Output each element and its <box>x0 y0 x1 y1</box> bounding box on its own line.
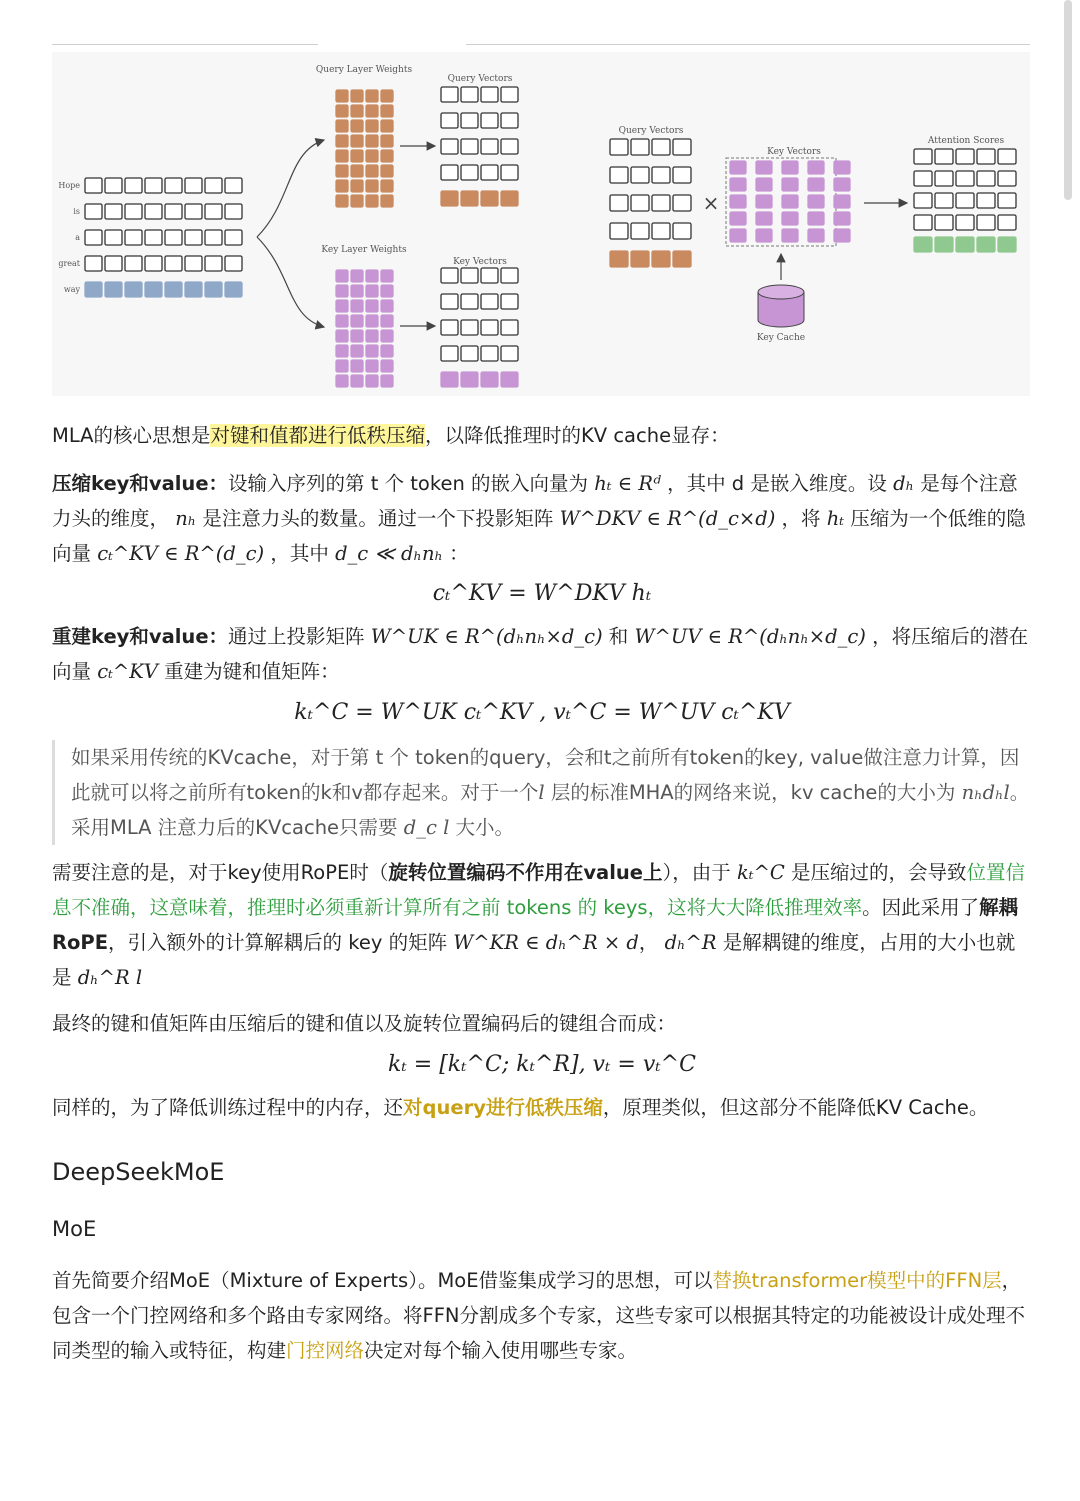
attention-score-cell <box>956 215 974 230</box>
query-vector-right-cell <box>610 195 628 211</box>
input-embedding-cell <box>165 282 182 297</box>
key-vector-left-cell <box>441 268 458 283</box>
attention-score-cell <box>956 171 974 186</box>
input-embedding-cell <box>225 256 242 271</box>
input-embedding-cell <box>85 178 102 193</box>
attention-score-cell <box>977 237 995 252</box>
query-vector-left-cell <box>501 87 518 102</box>
key-vector-right-cell <box>834 212 850 225</box>
input-embedding-cell <box>145 204 162 219</box>
key-vector-right-cell <box>756 229 772 242</box>
query-vector-left-cell <box>461 165 478 180</box>
input-embedding-cell <box>205 204 222 219</box>
token-label-2: a <box>75 233 80 242</box>
attention-score-cell <box>914 149 932 164</box>
query-vector-right-cell <box>673 167 691 183</box>
key-layer-weight-cell <box>336 270 348 282</box>
key-vector-left-cell <box>481 372 498 387</box>
query-layer-weight-cell <box>351 195 363 207</box>
token-label-3: great <box>58 259 80 268</box>
query-layer-weight-cell <box>351 165 363 177</box>
query-layer-weight-cell <box>351 135 363 147</box>
token-label-0: Hope <box>58 181 80 190</box>
input-embedding-cell <box>205 256 222 271</box>
input-embedding-cell <box>165 178 182 193</box>
query-layer-weight-cell <box>336 150 348 162</box>
query-vector-right-cell <box>610 139 628 155</box>
input-embedding-cell <box>185 230 202 245</box>
query-vectors-right-label: Query Vectors <box>618 126 684 136</box>
query-vector-right-cell <box>673 195 691 211</box>
query-layer-weight-cell <box>351 180 363 192</box>
query-vectors-left-label: Query Vectors <box>447 74 513 84</box>
key-layer-weight-cell <box>336 345 348 357</box>
key-layer-weight-cell <box>351 330 363 342</box>
key-vector-right-cell <box>730 161 746 174</box>
input-embedding-cell <box>105 204 122 219</box>
input-embedding-cell <box>145 256 162 271</box>
key-layer-weight-cell <box>351 375 363 387</box>
input-embedding-cell <box>225 178 242 193</box>
key-vector-left-cell <box>501 346 518 361</box>
key-vector-right-cell <box>808 161 824 174</box>
key-layer-weight-cell <box>366 300 378 312</box>
query-vector-left-cell <box>501 191 518 206</box>
key-layer-weight-cell <box>351 270 363 282</box>
reconstruct-heading: 重建key和value： <box>52 625 229 648</box>
key-layer-weight-cell <box>381 270 393 282</box>
query-vector-left-cell <box>481 113 498 128</box>
paragraph-compress: 压缩key和value：设输入序列的第 t 个 token 的嵌入向量为 hₜ ∈ Rᵈ ，其中 d 是嵌入维度。设 dₕ 是每个注意力头的维度， nₕ 是注意力头的数量。通过一个下投影矩阵 W^DKV ∈ R^(d_c×d) ，将 hₜ 压缩为一个低维的隐向量 cₜ^KV ∈ R^(d_c) ，其中 d_c ≪ dₕnₕ ： <box>52 472 1026 565</box>
token-label-4: way <box>63 285 80 294</box>
key-layer-weights-label: Key Layer Weights <box>321 245 407 255</box>
query-vector-right-cell <box>610 167 628 183</box>
key-vector-right-cell <box>834 178 850 191</box>
paragraph-final-matrix: 最终的键和值矩阵由压缩后的键和值以及旋转位置编码后的键组合而成： <box>52 1012 677 1035</box>
query-vector-left-cell <box>461 87 478 102</box>
input-embedding-cell <box>205 230 222 245</box>
query-layer-weight-cell <box>381 90 393 102</box>
attention-score-cell <box>977 149 995 164</box>
query-vector-left-cell <box>461 191 478 206</box>
key-layer-weight-cell <box>351 300 363 312</box>
input-embedding-cell <box>105 256 122 271</box>
key-layer-weight-cell <box>351 345 363 357</box>
input-embedding-cell <box>145 178 162 193</box>
attention-score-cell <box>998 171 1016 186</box>
query-vector-left-cell <box>461 113 478 128</box>
query-layer-weight-cell <box>381 120 393 132</box>
paragraph-mla-intro: MLA的核心思想是对键和值都进行低秩压缩，以降低推理时的KV cache显存： <box>52 424 730 447</box>
key-layer-weight-cell <box>381 375 393 387</box>
key-vector-left-cell <box>501 320 518 335</box>
paragraph-rope: 需要注意的是，对于key使用RoPE时（旋转位置编码不作用在value上），由于 kₜ^C 是压缩过的，会导致位置信息不准确，这意味着，推理时必须重新计算所有之前 tokens 的 keys，这将大大降低推理效率。因此采用了解耦RoPE，引入额外的计算解耦后的 key 的矩阵 W^KR ∈ dₕ^R × d， dₕ^R 是解耦键的维度，占用的大小也就是 dₕ^R l <box>52 861 1026 989</box>
key-layer-weight-cell <box>381 360 393 372</box>
query-vector-right-cell <box>673 223 691 239</box>
query-vector-left-cell <box>481 191 498 206</box>
paragraph-reconstruct: 重建key和value：通过上投影矩阵 W^UK ∈ R^(dₕnₕ×d_c) 和 W^UV ∈ R^(dₕnₕ×d_c) ，将压缩后的潜在向量 cₜ^KV 重建为键和值矩阵： <box>52 625 1029 683</box>
key-vector-right-cell <box>730 195 746 208</box>
key-layer-weight-cell <box>366 360 378 372</box>
key-vector-right-cell <box>834 195 850 208</box>
query-layer-weight-cell <box>381 195 393 207</box>
input-embedding-cell <box>125 230 142 245</box>
input-embedding-cell <box>205 282 222 297</box>
equation-final: kₜ = [kₜ^C; kₜ^R], vₜ = vₜ^C <box>388 1052 696 1077</box>
top-rule-right <box>466 44 1030 45</box>
equation-reconstruct: kₜ^C = W^UK cₜ^KV , vₜ^C = W^UV cₜ^KV <box>294 700 790 725</box>
query-vector-left-cell <box>461 139 478 154</box>
attention-scores-label: Attention Scores <box>927 136 1005 146</box>
key-vector-right-cell <box>782 212 798 225</box>
key-vector-right-cell <box>808 212 824 225</box>
query-vector-left-cell <box>441 165 458 180</box>
key-layer-weight-cell <box>366 315 378 327</box>
key-vector-left-cell <box>461 294 478 309</box>
query-vector-left-cell <box>501 165 518 180</box>
key-layer-weight-cell <box>336 360 348 372</box>
attention-score-cell <box>935 149 953 164</box>
attention-score-cell <box>998 149 1016 164</box>
curve-to-query <box>257 140 324 237</box>
query-vector-left-cell <box>441 87 458 102</box>
attention-score-cell <box>935 215 953 230</box>
query-vector-right-cell <box>652 139 670 155</box>
key-layer-weight-cell <box>351 285 363 297</box>
key-layer-weight-cell <box>381 300 393 312</box>
input-embedding-cell <box>85 204 102 219</box>
query-vector-right-cell <box>652 223 670 239</box>
query-vector-right-cell <box>631 167 649 183</box>
key-vector-left-cell <box>481 294 498 309</box>
key-vector-left-cell <box>481 346 498 361</box>
input-embedding-cell <box>185 204 202 219</box>
input-embedding-cell <box>165 256 182 271</box>
attention-score-cell <box>914 237 932 252</box>
key-vector-left-cell <box>501 372 518 387</box>
orange-query-compress: 对query进行低秩压缩 <box>403 1096 603 1119</box>
key-vector-right-cell <box>782 178 798 191</box>
query-vector-right-cell <box>652 195 670 211</box>
attention-score-cell <box>998 215 1016 230</box>
query-layer-weight-cell <box>381 165 393 177</box>
key-vector-left-cell <box>441 294 458 309</box>
query-vector-right-cell <box>631 139 649 155</box>
key-vector-right-cell <box>808 178 824 191</box>
key-layer-weight-cell <box>336 315 348 327</box>
query-vector-right-cell <box>631 195 649 211</box>
query-vector-right-cell <box>673 139 691 155</box>
attention-score-cell <box>956 149 974 164</box>
input-embedding-cell <box>85 282 102 297</box>
equation-compress: cₜ^KV = W^DKV hₜ <box>432 581 652 606</box>
key-vector-left-cell <box>461 346 478 361</box>
query-layer-weight-cell <box>366 135 378 147</box>
key-vector-left-cell <box>461 320 478 335</box>
attention-score-cell <box>935 193 953 208</box>
key-vector-left-cell <box>441 320 458 335</box>
query-layer-weight-cell <box>336 180 348 192</box>
attention-score-cell <box>956 193 974 208</box>
attention-score-cell <box>977 193 995 208</box>
key-layer-weight-cell <box>381 330 393 342</box>
query-layer-weight-cell <box>381 180 393 192</box>
key-vector-right-cell <box>756 195 772 208</box>
curve-to-key <box>257 237 324 327</box>
mla-diagram-svg <box>52 52 1030 396</box>
key-vector-left-cell <box>481 268 498 283</box>
key-vector-left-cell <box>481 320 498 335</box>
attention-score-cell <box>935 237 953 252</box>
query-layer-weights-label: Query Layer Weights <box>315 65 413 75</box>
query-vector-right-cell <box>631 223 649 239</box>
subsection-title-moe: MoE <box>52 1217 97 1241</box>
query-layer-weight-cell <box>366 180 378 192</box>
key-layer-weight-cell <box>351 360 363 372</box>
query-layer-weight-cell <box>336 135 348 147</box>
orange-gating: 门控网络 <box>286 1339 365 1362</box>
key-cache-cylinder-top <box>758 285 804 299</box>
key-vector-right-cell <box>834 229 850 242</box>
orange-ffn: 替换transformer模型中的FFN层 <box>712 1269 1002 1292</box>
key-layer-weight-cell <box>366 345 378 357</box>
input-embedding-cell <box>165 230 182 245</box>
key-vector-left-cell <box>461 268 478 283</box>
key-vector-right-cell <box>782 195 798 208</box>
attention-score-cell <box>956 237 974 252</box>
key-vector-right-cell <box>782 161 798 174</box>
query-layer-weight-cell <box>336 90 348 102</box>
query-vector-left-cell <box>441 113 458 128</box>
key-vector-left-cell <box>441 372 458 387</box>
highlight-low-rank: 对键和值都进行低秩压缩 <box>210 424 425 447</box>
query-layer-weight-cell <box>381 135 393 147</box>
input-embedding-cell <box>185 256 202 271</box>
compress-heading: 压缩key和value： <box>52 472 229 495</box>
query-vector-right-cell <box>610 251 628 267</box>
scrollbar[interactable] <box>1064 0 1072 200</box>
attention-score-cell <box>998 237 1016 252</box>
key-vector-right-cell <box>808 195 824 208</box>
query-vector-left-cell <box>481 87 498 102</box>
query-layer-weight-cell <box>381 150 393 162</box>
key-layer-weight-cell <box>381 345 393 357</box>
query-vector-left-cell <box>481 139 498 154</box>
key-layer-weight-cell <box>366 375 378 387</box>
input-embedding-cell <box>125 282 142 297</box>
blockquote-kvcache: 如果采用传统的KVcache，对于第 t 个 token的query，会和t之前所有token的key, value做注意力计算，因此就可以将之前所有token的k和v都存起来。对于一个l 层的标准MHA的网络来说，kv cache的大小为 nₕdₕl。采用MLA 注意力后的KVcache只需要 d_c l 大小。 <box>52 740 1032 845</box>
query-layer-weight-cell <box>366 150 378 162</box>
key-vector-right-cell <box>730 229 746 242</box>
key-vector-right-cell <box>730 178 746 191</box>
input-embedding-cell <box>85 230 102 245</box>
input-embedding-cell <box>225 204 242 219</box>
input-embedding-cell <box>145 230 162 245</box>
input-embedding-cell <box>125 256 142 271</box>
key-vector-left-cell <box>441 346 458 361</box>
key-vector-left-cell <box>461 372 478 387</box>
key-layer-weight-cell <box>336 330 348 342</box>
query-vector-left-cell <box>441 139 458 154</box>
attention-score-cell <box>914 215 932 230</box>
paragraph-query-compress: 同样的，为了降低训练过程中的内存，还对query进行低秩压缩，原理类似，但这部分不能降低KV Cache。 <box>52 1096 989 1119</box>
key-vector-right-cell <box>730 212 746 225</box>
key-layer-weight-cell <box>381 285 393 297</box>
key-vector-left-cell <box>501 294 518 309</box>
query-layer-weight-cell <box>336 165 348 177</box>
top-rule-left <box>52 44 318 45</box>
input-embedding-cell <box>145 282 162 297</box>
key-vectors-left-label: Key Vectors <box>453 257 507 267</box>
input-embedding-cell <box>185 178 202 193</box>
query-layer-weight-cell <box>366 120 378 132</box>
key-cache-label: Key Cache <box>756 333 806 343</box>
paragraph-moe-intro: 首先简要介绍MoE（Mixture of Experts）。MoE借鉴集成学习的思想，可以替换transformer模型中的FFN层，包含一个门控网络和多个路由专家网络。将FFN分割成多个专家，这些专家可以根据其特定的功能被设计成处理不同类型的输入或特征，构建门控网络决定对每个输入使用哪些专家。 <box>52 1269 1026 1362</box>
key-vectors-right-label: Key Vectors <box>767 147 821 157</box>
input-embedding-cell <box>125 178 142 193</box>
attention-score-cell <box>977 171 995 186</box>
query-layer-weight-cell <box>351 90 363 102</box>
key-layer-weight-cell <box>336 375 348 387</box>
query-layer-weight-cell <box>336 120 348 132</box>
query-vector-left-cell <box>481 165 498 180</box>
query-vector-right-cell <box>631 251 649 267</box>
key-layer-weight-cell <box>336 300 348 312</box>
mla-diagram <box>52 52 1030 396</box>
key-layer-weight-cell <box>366 330 378 342</box>
input-embedding-cell <box>105 178 122 193</box>
query-layer-weight-cell <box>351 105 363 117</box>
input-embedding-cell <box>165 204 182 219</box>
query-layer-weight-cell <box>366 165 378 177</box>
query-vector-left-cell <box>441 191 458 206</box>
input-embedding-cell <box>185 282 202 297</box>
key-vector-right-cell <box>834 161 850 174</box>
query-layer-weight-cell <box>366 90 378 102</box>
query-layer-weight-cell <box>381 105 393 117</box>
key-vector-right-cell <box>756 212 772 225</box>
query-vector-right-cell <box>652 251 670 267</box>
input-embedding-cell <box>125 204 142 219</box>
key-layer-weight-cell <box>381 315 393 327</box>
input-embedding-cell <box>225 230 242 245</box>
attention-score-cell <box>998 193 1016 208</box>
key-vector-left-cell <box>501 268 518 283</box>
key-vector-right-cell <box>756 178 772 191</box>
key-vector-right-cell <box>782 229 798 242</box>
input-embedding-cell <box>85 256 102 271</box>
section-title-deepseekmoe: DeepSeekMoE <box>52 1158 225 1186</box>
attention-score-cell <box>914 193 932 208</box>
query-vector-right-cell <box>673 251 691 267</box>
input-embedding-cell <box>105 230 122 245</box>
query-vector-right-cell <box>610 223 628 239</box>
input-embedding-cell <box>205 178 222 193</box>
query-layer-weight-cell <box>336 195 348 207</box>
article-body <box>52 418 1032 1368</box>
input-embedding-cell <box>225 282 242 297</box>
attention-score-cell <box>977 215 995 230</box>
query-vector-right-cell <box>652 167 670 183</box>
query-layer-weight-cell <box>351 150 363 162</box>
query-layer-weight-cell <box>366 195 378 207</box>
key-layer-weight-cell <box>366 285 378 297</box>
query-layer-weight-cell <box>336 105 348 117</box>
attention-score-cell <box>935 171 953 186</box>
key-vector-right-cell <box>808 229 824 242</box>
query-vector-left-cell <box>501 113 518 128</box>
query-layer-weight-cell <box>366 105 378 117</box>
key-vector-right-cell <box>756 161 772 174</box>
token-label-1: is <box>73 207 80 216</box>
multiply-sign: × <box>702 191 720 215</box>
green-emphasis: 位置信息不准确，这意味着，推理时必须重新计算所有之前 tokens 的 keys，这将大大降低推理效率 <box>52 861 1026 919</box>
key-layer-weight-cell <box>366 270 378 282</box>
key-layer-weight-cell <box>351 315 363 327</box>
input-embedding-cell <box>105 282 122 297</box>
attention-score-cell <box>914 171 932 186</box>
query-layer-weight-cell <box>351 120 363 132</box>
query-vector-left-cell <box>501 139 518 154</box>
key-layer-weight-cell <box>336 285 348 297</box>
